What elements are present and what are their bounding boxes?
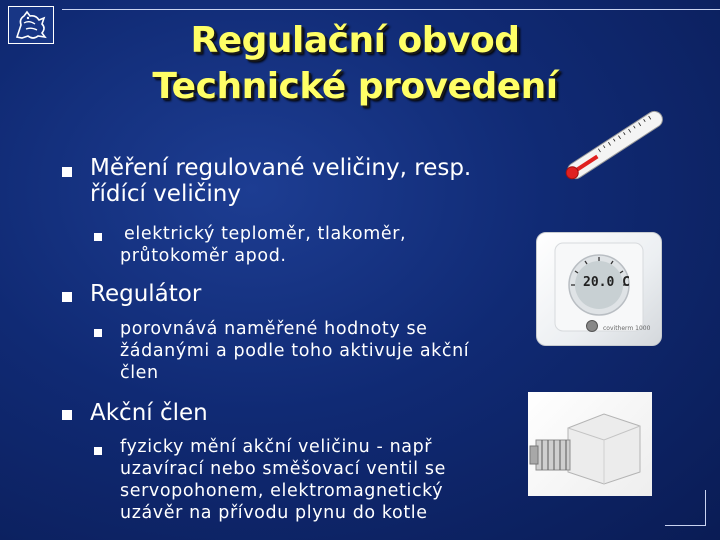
- item-heading-actuator: Akční člen: [90, 400, 208, 426]
- item-detail-line: uzávěr na přívodu plynu do kotle: [120, 503, 428, 523]
- item-detail-line: člen: [120, 363, 159, 383]
- slide-title: [120, 18, 590, 110]
- bullet-marker-small: [94, 329, 102, 337]
- item-detail-line: elektrický teploměr, tlakoměr,: [124, 224, 407, 244]
- bullet-marker: [62, 167, 72, 177]
- title-line-2: Technické provedení: [152, 66, 558, 107]
- device-label: covitherm 1000: [603, 325, 651, 332]
- item-detail-line: průtokoměr apod.: [120, 246, 287, 266]
- university-logo: [8, 6, 54, 44]
- frame-line-bottom: [665, 525, 705, 526]
- bullet-marker: [62, 292, 72, 302]
- item-heading-measurement: Měření regulované veličiny, resp.: [90, 155, 472, 181]
- servo-valve-image: [528, 392, 652, 496]
- room-thermostat-image: [536, 232, 662, 346]
- item-detail-line: fyzicky mění akční veličinu - např: [120, 437, 433, 457]
- frame-line-top: [62, 9, 720, 10]
- bullet-marker: [62, 410, 72, 420]
- title-line-1: Regulační obvod: [190, 20, 520, 61]
- item-detail-line: uzavírací nebo směšovací ventil se: [120, 459, 446, 479]
- display-reading: 20.0 C: [583, 275, 630, 290]
- item-heading-regulator: Regulátor: [90, 281, 202, 307]
- item-detail-line: žádanými a podle toho aktivuje akční: [120, 341, 470, 361]
- bullet-marker-small: [94, 447, 102, 455]
- frame-line-right: [705, 490, 706, 526]
- item-heading-measurement-cont: řídící veličiny: [90, 181, 241, 207]
- thermometer-icon: [565, 95, 665, 195]
- item-detail-line: porovnává naměřené hodnoty se: [120, 319, 428, 339]
- item-detail-line: servopohonem, elektromagnetický: [120, 481, 444, 501]
- bullet-marker-small: [94, 233, 102, 241]
